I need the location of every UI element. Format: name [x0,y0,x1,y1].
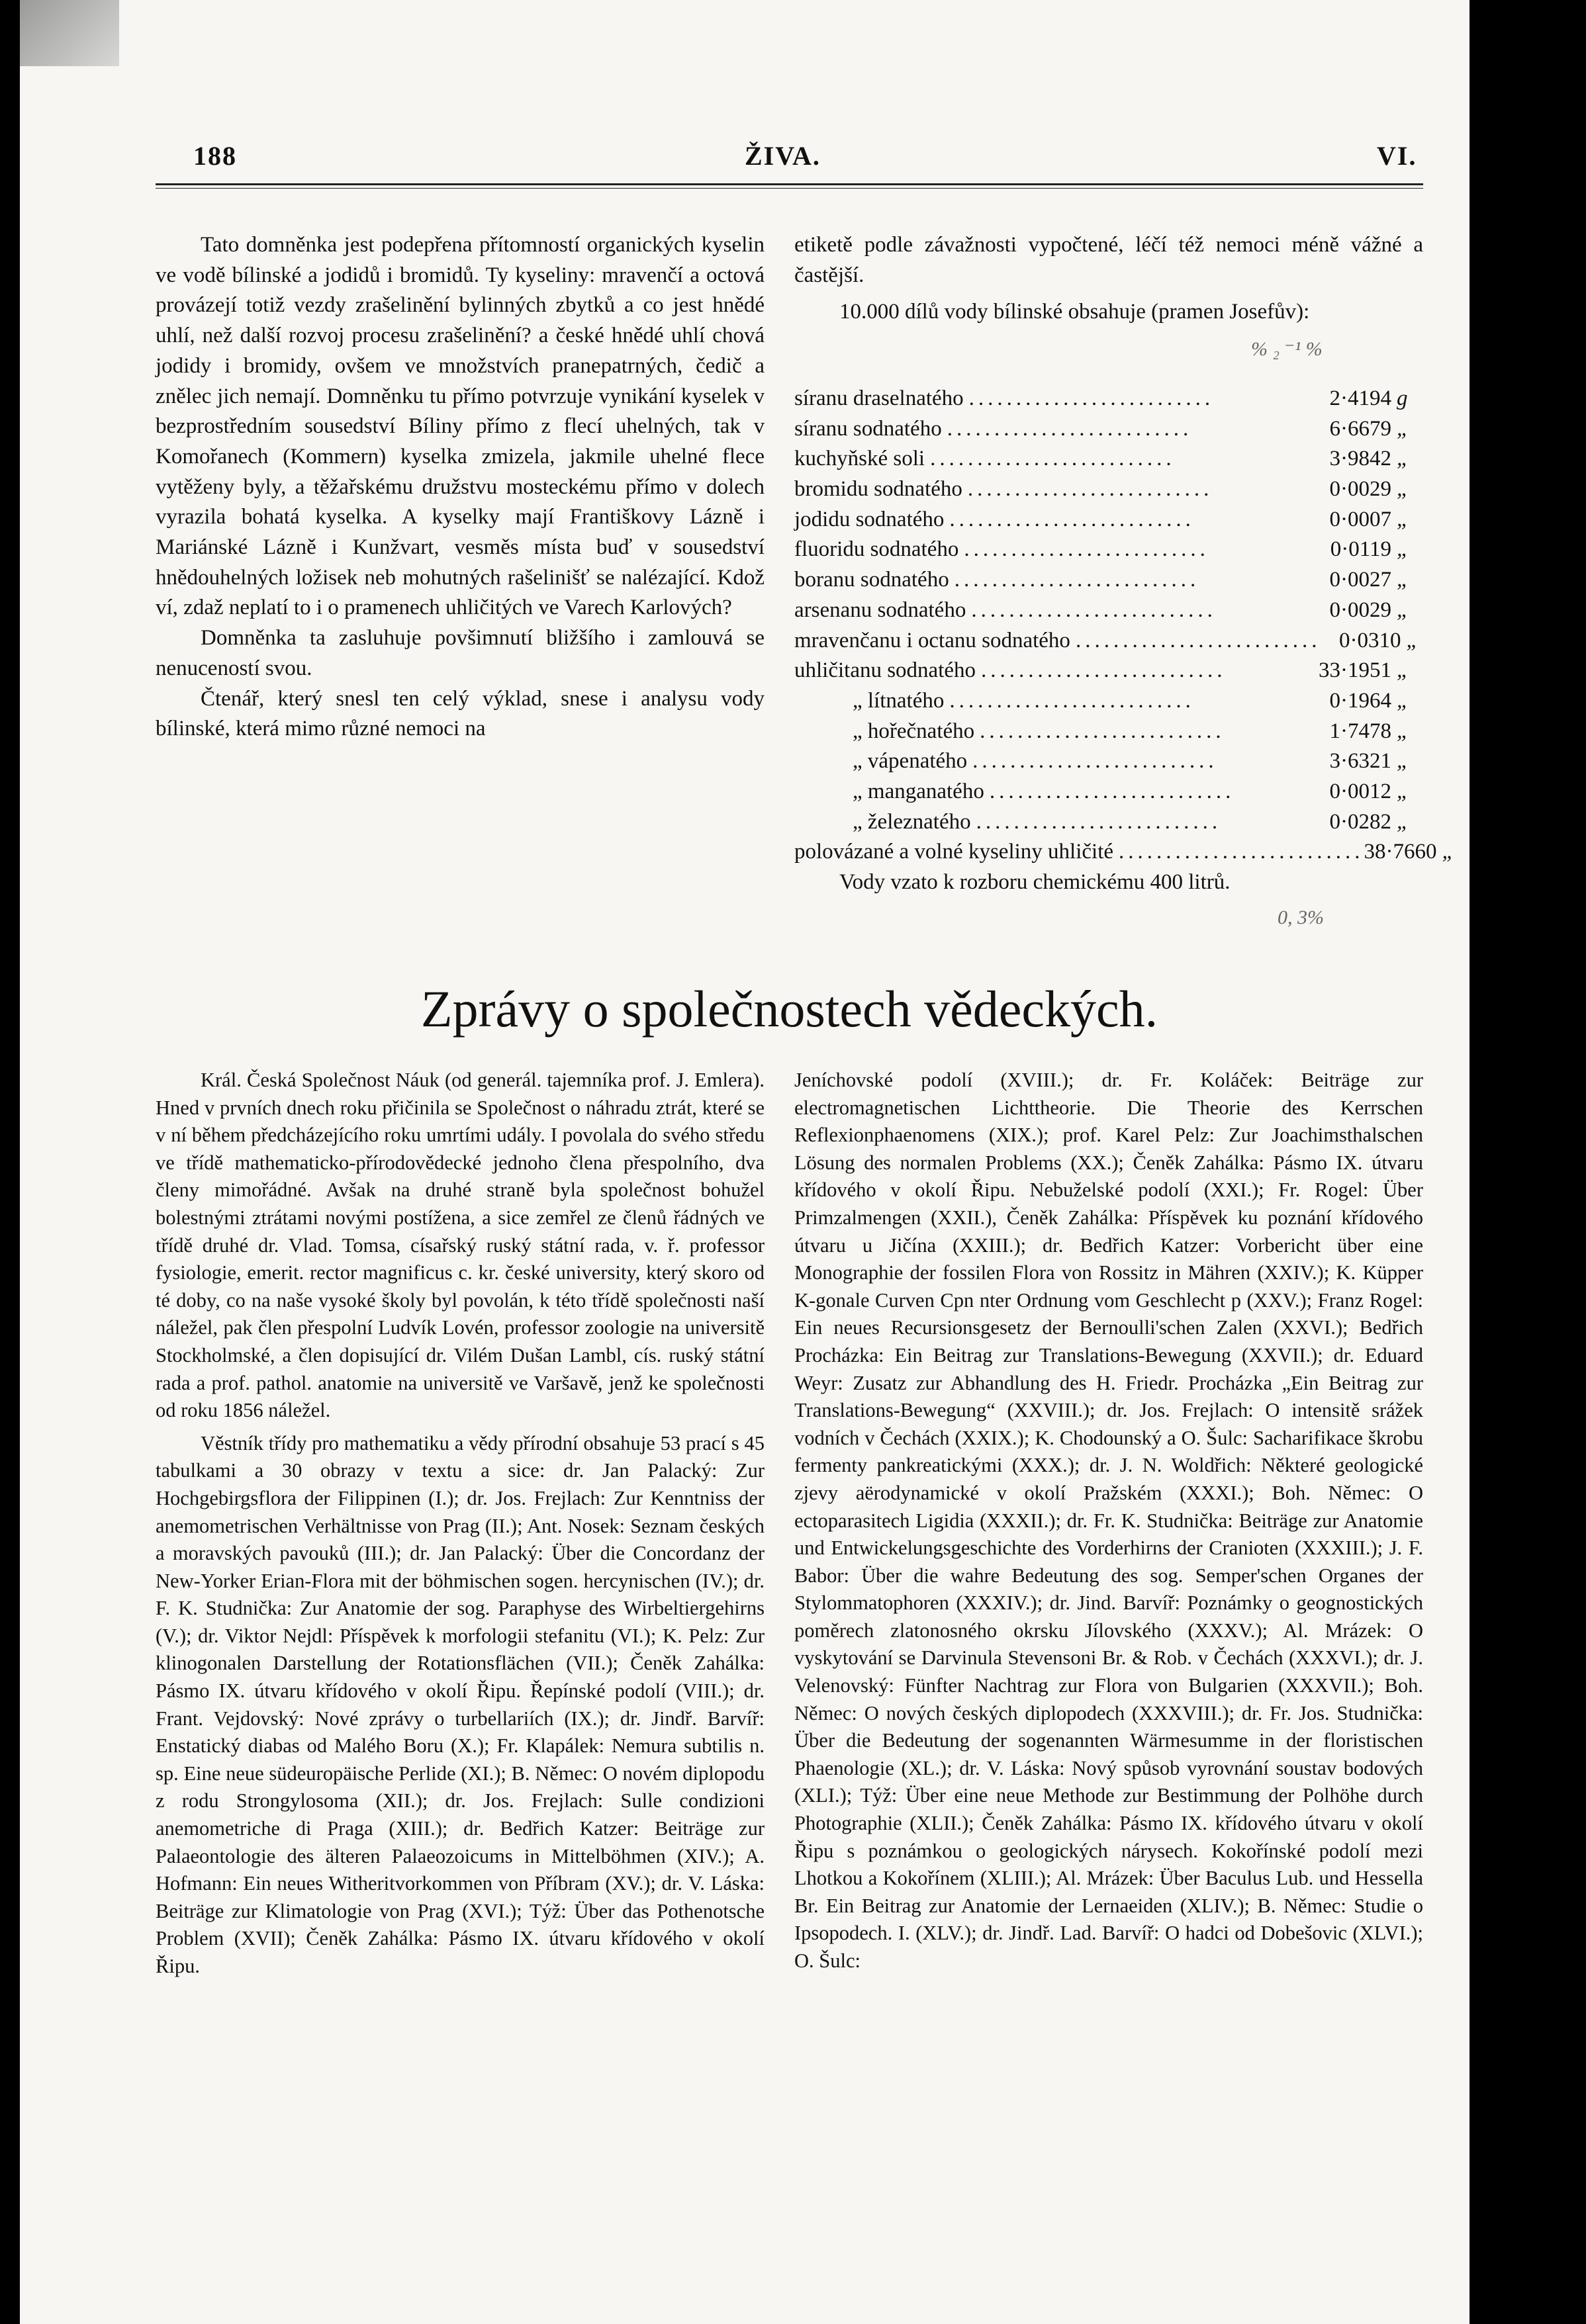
table-row: kuchyňské soli .......................... 3·9842 „ [794,447,1409,471]
column-right-top [794,230,1423,328]
table-row: „ manganatého .......................... 0·0012 „ [853,779,1409,803]
handwritten-note: % ₂ ⁻¹ % [1251,338,1323,360]
table-row: bromidu sodnatého .......................... 0·0029 „ [794,477,1409,502]
table-row: „ vápenatého .......................... 3·6321 „ [853,749,1409,774]
table-row: „ lítnatého .......................... 0·1964 „ [853,688,1409,713]
table-row: arsenanu sodnatého .......................... 0·0029 „ [794,598,1409,622]
paragraph: Domněnka ta zasluhuje povšimnutí bližšího i zamlouvá se nenuceností svou. [156,626,765,680]
table-row: uhličitanu sodnatého .......................... 33·1951 „ [794,658,1409,683]
paragraph: Jeníchovské podolí (XVIII.); dr. Fr. Koláček: Beiträge zur electromagnetischen Lichttheorie. Die Theorie des Kerrschen Reflexionphaenomens (XIX.); prof. Karel Pelz: Zur Joachimsthalschen Lösung des normalen Problems (XX.); Čeněk Zahálka: Pásmo IX. útvaru křídového v okolí Řipu. Nebuželské podolí (XXI.); Fr. Rogel: Über Primzalmengen (XXII.), Čeněk Zahálka: Příspěvek ku poznání křídového útvaru u Jičína (XXIII.); dr. Bedřich Katzer: Vorbericht über eine Monographie der fossilen Flora von Rossitz in Mähren (XXIV.); K. Küpper K-gonale Curven Cpn nter Ordnung vom Geschlecht p (XXV.); Franz Rogel: Ein neues Recursionsgesetz der Bernoulli'schen Zalen (XXVI.); Bedřich Procházka: Ein Beitrag zur Translations-Bewegung (XXVII.); dr. Eduard Weyr: Zusatz zur Abhandlung des H. Friedr. Procházka „Ein Beitrag zur Translations-Bewegung“ (XXVIII.); dr. Jos. Frejlach: O intensitě srážek vodních v Čechách (XXIX.); K. Chodounský a O. Šulc: Sacharifikace škrobu fermenty pankreatickými (XXX.); dr. J. N. Woldřich: Některé geologické zjevy aërodynamické v okolí Pražském (XXXI.); Boh. Němec: O ectoparasitech Ligidia (XXXII.); dr. Fr. K. Studnička: Beiträge zur Anatomie und Entwickelungsgeschichte des Vorderhirns der Cranioten (XXXIII.); J. F. Babor: Über die wahre Bedeutung des sog. Semper'schen Organes der Stylommatophoren (XXXIV.); dr. Jind. Barvíř: Poznámky o geognostických poměrech zlatonosného okrsku Jílovského (XXXV.); Al. Mrázek: O vyskytování se Darvinula Stevensoni Br. & Rob. v Čechách (XXXVI.); dr. J. Velenovský: Fünfter Nachtrag zur Flora von Bulgarien (XXXVII.); Boh. Němec: O nových českých diplopodech (XXXVIII.); dr. Fr. Jos. Studnička: Über die Bedeutung der sogenannten Wärmesumme in der floristischen Phaenologie (XL.); dr. V. Láska: Nový spůsob vyrovnání soustav bodových (XLI.); Týž: Über eine neue Methode zur Bestimmung der Polhöhe durch Photographie (XLII.); Čeněk Zahálka: Pásmo IX. křídového útvaru v okolí Řipu s poznámkou o geologických nárysech. Kokořínské podolí mezi Lhotkou a Kokořínem (XLIII.); Al. Mrázek: Über Baculus Lub. und Hessella Br. Ein Beitrag zur Anatomie der Lernaeiden (XLIV.); B. Němec: Studie o Ipsopodech. I. (XLV.); dr. Jindř. Lad. Barvíř: O hadci od Dobešovic (XLVI.); O. Šulc: [794,1069,1423,1972]
column-right-bottom [794,1067,1423,1975]
paragraph: Čtenář, který snesl ten celý výklad, snese i analysu vody bílinské, která mimo různé nemoci na [156,686,765,741]
table-row: mravenčanu i octanu sodnatého .......................... 0·0310 „ [794,628,1419,652]
header-rule [156,183,1423,185]
table-row: síranu draselnatého .......................... 2·4194 g [794,386,1408,410]
paragraph: Král. Česká Společnost Náuk (od generál. tajemníka prof. J. Emlera). Hned v prvních dnech roku přičinila se Společnost o náhradu ztrát, které se v ní během předcházejícího roku umrtími udály. I povolala do svého středu ve třídě mathematicko-přírodovědecké jednoho člena přespolního, dva členy mimořádné. Avšak na druhé straně byla společnost bohužel bolestnými ztrátami novými postížena, a sice zemřel ze členů řádných ve třídě druhé dr. Vlad. Tomsa, císařský ruský státní rada, v. ř. professor fysiologie, emerit. rector magnificus c. kr. české university, který skoro od té doby, co na naše vysoké školy byl povolán, k této třídě společnosti naší náležel, pak člen přespolní Ludvík Lovén, professor zoologie na universitě Stockholmské, a člen dopisující dr. Vilém Dušan Lambl, cís. ruský státní rada a prof. pathol. anatomie na universitě ve Varšavě, jenž ke společnosti od roku 1856 náležel. [156,1069,765,1422]
page [20,0,1469,2324]
table-row: „ železnatého .......................... 0·0282 „ [853,809,1409,834]
column-left-top [156,230,765,744]
analysis-table [794,384,1454,898]
journal-title: ŽIVA. [745,141,821,171]
paragraph: Věstník třídy pro mathematiku a vědy přírodní obsahuje 53 prací s 45 tabulkami a 30 obrazy v textu a sice: dr. Jan Palacký: Zur Hochgebirgsflora der Filippinen (I.); dr. Jos. Frejlach: Zur Kenntniss der anemometrischen Verhältnisse von Prag (II.); Ant. Nosek: Seznam českých a moravských pavouků (III.); dr. Jan Palacký: Über die Concordanz der New-Yorker Erian-Flora mit der böhmischen sogen. hercynischen (IV.); dr. F. K. Studnička: Zur Anatomie der sog. Paraphyse des Wirbeltiergehirns (V.); dr. Viktor Nejdl: Příspěvek k morfologii stefanitu (VI.); K. Pelz: Zur klinogonalen Darstellung der Rotationsflächen (VII.); Čeněk Zahálka: Pásmo IX. útvaru křídového v okolí Řipu. Řepínské podolí (VIII.); dr. Frant. Vejdovský: Nové zprávy o turbellariích (IX.); dr. Jindř. Barvíř: Enstatický diabas od Malého Boru (X.); Fr. Klapálek: Nemura subtilis n. sp. Eine neue südeuropäische Perlide (XI.); B. Němec: O novém diplopodu z rodu Strongylosoma (XII.); dr. Jos. Frejlach: Sulle condizioni anemometriche di Praga (XIII.); dr. Bedřich Katzer: Beiträge zur Palaeontologie des älteren Palaeozoicums in Mittelböhmen (XIV.); A. Hofmann: Ein neues Witheritvorkommen von Příbram (XV.); dr. V. Láska: Beiträge zur Klimatologie von Prag (XVI.); Týž: Über das Pothenotsche Problem (XVII); Čeněk Zahálka: Pásmo IX. útvaru křídového v okolí Řipu. [156,1431,765,1977]
table-row: boranu sodnatého .......................... 0·0027 „ [794,568,1409,592]
section-title: Zprávy o společnostech vědeckých. [420,980,1158,1038]
volume-number: VI. [1377,141,1417,171]
page-number: 188 [193,141,237,171]
paragraph: 10.000 dílů vody bílinské obsahuje (pramen Josefův): [839,300,1310,324]
table-row: síranu sodnatého .......................... 6·6679 „ [794,416,1409,441]
table-row: „ hořečnatého .......................... 1·7478 „ [853,719,1409,743]
analysis-footer: Vody vzato k rozboru chemickému 400 litrů. [839,870,1231,894]
column-left-bottom [156,1067,765,1981]
table-row: polovázané a volné kyseliny uhličité .......................... 38·7660 „ [794,840,1454,864]
table-row: jodidu sodnatého .......................... 0·0007 „ [794,507,1409,531]
table-row: fluoridu sodnatého .......................... 0·0119 „ [794,537,1409,562]
paragraph: Tato domněnka jest podepřena přítomností organických kyselin ve vodě bílinské a jodidů i bromidů. Ty kyseliny: mravenčí a octová provázejí totiž vezdy zrašelinění bylinných zbytků a co jest hnědé uhlí, než další rozvoj procesu zrašelinění? a české hnědé uhlí chová jodidy i bromidy, ovšem ve množstvích pranepatrných, čedič a znělec jich nemají. Domněnku tu přímo potvrzuje vynikání kyselek v bezprostředním sousedství Bíliny přímo z flecí uhelných, tak v Komořanech (Kommern) kyselka zmizela, jakmile uhelné flece vytěženy byly, a těžařskému družstvu mosteckému přímo v dolech vyrazila bohatá kyselka. A kyselky mají Františkovy Lázně i Mariánské Lázně i Kunžvart, vesměs místa buď v sousedství hnědouhelných ložisek neb mohutných rašelinišť se nalézající. Kdož ví, zdaž neplatí to i o pramenech uhličitých ve Varech Karlových? [156,233,765,620]
header-rule-thin [156,188,1423,189]
handwritten-note: 0, 3% [1278,907,1324,928]
paragraph: etiketě podle závažnosti vypočtené, léčí též nemoci méně vážné a častější. [794,233,1423,287]
